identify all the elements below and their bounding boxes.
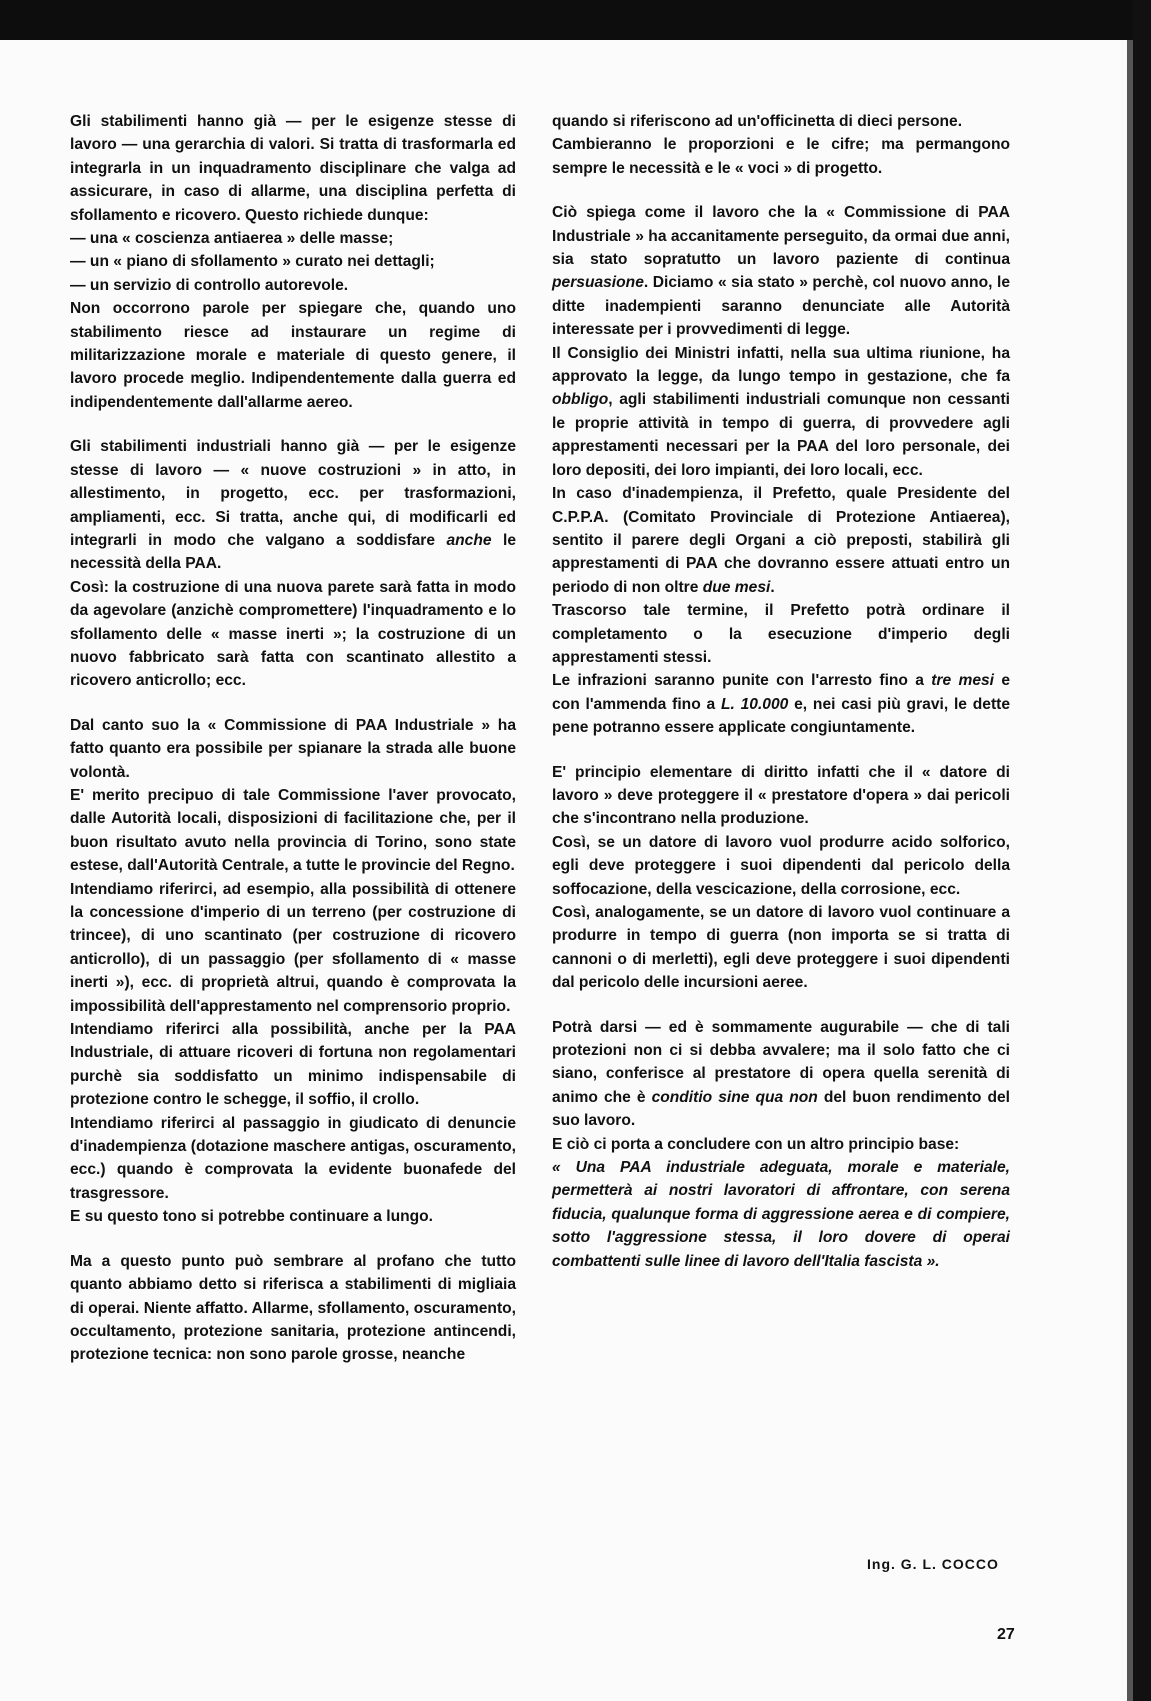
list-item: — una « coscienza antiaerea » delle masse; [70,230,394,248]
right-column [552,110,1010,1273]
paragraph: Trascorso tale termine, il Prefetto potrà ordinare il completamento o la esecuzione d'imperio degli apprestamenti stessi. [552,602,1010,666]
list-item: — un « piano di sfollamento » curato nei dettagli; [70,253,435,271]
paragraph: E ciò ci porta a concludere con un altro principio base: [552,1135,960,1153]
paragraph: Dal canto suo la « Commissione di PAA Industriale » ha fatto quanto era possibile per spianare la strada alle buone volontà. [70,716,516,781]
page-number: 27 [997,1626,1015,1643]
paragraph: Potrà darsi — ed è sommamente augurabile — che di tali protezioni non ci si debba avvalere; ma il solo fatto che ci siano, conferisce al prestatore di opera quella serenità di animo che è conditio sine qua non del buon rendimento del suo lavoro. [552,1018,1010,1130]
paragraph: Così: la costruzione di una nuova parete sarà fatta in modo da agevolare (anzichè compromettere) l'inquadramento e lo sfollamento delle « masse inerti »; la costruzione di un nuovo fabbricato sarà fatta con scantinato allestito a ricovero anticrollo; ecc. [70,578,516,690]
paragraph: Le infrazioni saranno punite con l'arresto fino a tre mesi e con l'ammenda fino a L. 10.000 e, nei casi più gravi, le dette pene potranno essere applicate congiuntamente. [552,672,1010,737]
paragraph: E su questo tono si potrebbe continuare a lungo. [70,1208,434,1226]
principle-quote: « Una PAA industriale adeguata, morale e materiale, permetterà ai nostri lavoratori di affrontare, con serena fiducia, qualunque forma di aggressione aerea e di compiere, sotto l'aggressione stessa, il loro dovere di operai combattenti sulle linee di lavoro dell'Italia fascista ». [552,1159,1010,1270]
scan-right-border [1133,0,1151,1701]
paragraph: Intendiamo riferirci alla possibilità, anche per la PAA Industriale, di attuare ricoveri di fortuna non regolamentari purchè sia soddisfatto un minimo indispensabile di protezione contro le schegge, il soffio, il crollo. [70,1021,516,1109]
paragraph: E' principio elementare di diritto infatti che il « datore di lavoro » deve proteggere il « prestatore d'opera » dai pericoli che s'incontrano nella produzione. [552,763,1010,828]
paragraph: Intendiamo riferirci al passaggio in giudicato di denuncie d'inadempienza (dotazione maschere antigas, oscuramento, ecc.) quando è comprovata la evidente buonafede del trasgressore. [70,1114,516,1202]
paragraph: Intendiamo riferirci, ad esempio, alla possibilità di ottenere la concessione d'imperio di un terreno (per costruzione di trincee), di uno scantinato (per costruzione di ricovero anticrollo), di un passaggio (per sfollamento di « masse inerti »), ecc. di proprietà altrui, quando è comprovata la impossibilità dell'apprestamento nel comprensorio proprio. [70,880,516,1015]
paragraph: E' merito precipuo di tale Commissione l'aver provocato, dalle Autorità locali, disposizioni di facilitazione che, per il buon risultato avuto nella provincia di Torino, sono state estese, dall'Autorità Centrale, a tutte le provincie del Regno. [70,786,516,875]
author-signature: Ing. G. L. COCCO [867,1556,999,1572]
paragraph: quando si riferiscono ad un'officinetta di dieci persone. [552,113,963,130]
paragraph: Ciò spiega come il lavoro che la « Commissione di PAA Industriale » ha accanitamente perseguito, da ormai due anni, sia stato sopratutto un lavoro paziente di continua persuasione. Diciamo « sia stato » perchè, col nuovo anno, le ditte inadempienti saranno denunciate alle Autorità interessate per i provvedimenti di legge. [552,204,1010,339]
left-column [70,110,516,1367]
paragraph: Il Consiglio dei Ministri infatti, nella sua ultima riunione, ha approvato la legge, da lungo tempo in gestazione, che fa obbligo, agli stabilimenti industriali comunque non cessanti le proprie attività in tempo di guerra, di provvedere agli apprestamenti necessari per la PAA del loro personale, dei loro depositi, dei loro impianti, dei loro locali, ecc. [552,344,1010,479]
paragraph: Così, analogamente, se un datore di lavoro vuol continuare a produrre in tempo di guerra (non importa se si tratta di cannoni o di merletti), egli deve proteggere i suoi dipendenti dal pericolo delle incursioni aeree. [552,904,1010,992]
paragraph: Così, se un datore di lavoro vuol produrre acido solforico, egli deve proteggere i suoi dipendenti dal pericolo della soffocazione, della vescicazione, della corrosione, ecc. [552,833,1010,898]
paragraph: Non occorrono parole per spiegare che, quando uno stabilimento riesce ad instaurare un regime di militarizzazione morale e materiale di questo genere, il lavoro procede meglio. Indipendentemente dalla guerra ed indipendentemente dall'allarme aereo. [70,300,516,411]
list-item: — un servizio di controllo autorevole. [70,276,349,294]
requirements-list [70,227,516,297]
paragraph: In caso d'inadempienza, il Prefetto, quale Presidente del C.P.P.A. (Comitato Provinciale di Protezione Antiaerea), sentito il parere degli Organi a ciò preposti, stabilirà gli apprestamenti di PAA che dovranno essere attuati entro un periodo di non oltre due mesi. [552,485,1010,596]
scan-top-border [0,0,1151,40]
paragraph: Ma a questo punto può sembrare al profano che tutto quanto abbiamo detto si riferisca a stabilimenti di migliaia di operai. Niente affatto. Allarme, sfollamento, oscuramento, occultamento, protezione sanitaria, protezione antincendi, protezione tecnica: non sono parole grosse, neanche [70,1252,516,1364]
paragraph: Gli stabilimenti industriali hanno già — per le esigenze stesse di lavoro — « nuove costruzioni » in atto, in allestimento, in progetto, ecc. per trasformazioni, ampliamenti, ecc. Si tratta, anche qui, di modificarli ed integrarli in modo che valgano a soddisfare anche le necessità della PAA. [70,438,516,573]
paragraph: Cambieranno le proporzioni e le cifre; ma permangono sempre le necessità e le « voci » di progetto. [552,136,1010,177]
paragraph: Gli stabilimenti hanno già — per le esigenze stesse di lavoro — una gerarchia di valori. Si tratta di trasformarla ed integrarla in un inquadramento disciplinare che valga ad assicurare, in caso di allarme, una disciplina perfetta di sfollamento e ricovero. Questo richiede dunque: [70,113,516,224]
